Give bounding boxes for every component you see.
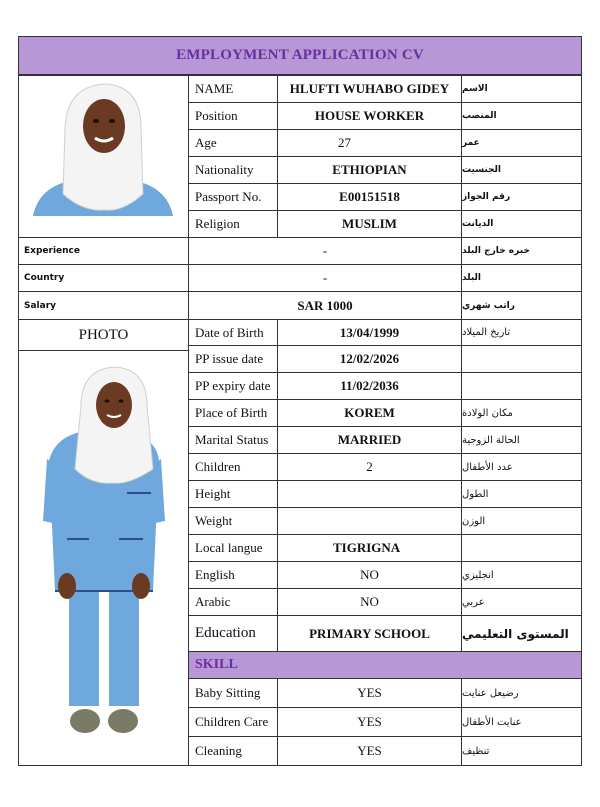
height-value bbox=[277, 480, 462, 508]
age-value: 27 bbox=[277, 129, 462, 157]
skill-baby-sitting-label: Baby Sitting bbox=[188, 678, 278, 708]
skill-cleaning-arabic-label: تنظيف bbox=[461, 736, 582, 766]
skill-baby-sitting-arabic-label: رضيعل عنايت bbox=[461, 678, 582, 708]
english-value: NO bbox=[277, 561, 462, 589]
arabic-language-label: Arabic bbox=[188, 588, 278, 616]
skill-children-care-label: Children Care bbox=[188, 707, 278, 737]
skill-children-care-arabic-label: عنايت الأطفال bbox=[461, 707, 582, 737]
place-of-birth-value: KOREM bbox=[277, 399, 462, 427]
date-of-birth-label: Date of Birth bbox=[188, 319, 278, 346]
nationality-label: Nationality bbox=[188, 156, 278, 184]
height-label: Height bbox=[188, 480, 278, 508]
passport-value: E00151518 bbox=[277, 183, 462, 211]
english-arabic-label: انجليزي bbox=[461, 561, 582, 589]
marital-status-label: Marital Status bbox=[188, 426, 278, 454]
salary-value: SAR 1000 bbox=[188, 291, 462, 320]
pp-expiry-date-label: PP expiry date bbox=[188, 372, 278, 400]
weight-label: Weight bbox=[188, 507, 278, 535]
name-arabic-label: الاسم bbox=[461, 75, 582, 103]
full-body-photo-cell bbox=[18, 350, 189, 766]
marital-status-value: MARRIED bbox=[277, 426, 462, 454]
place-of-birth-label: Place of Birth bbox=[188, 399, 278, 427]
portrait-photo-cell bbox=[18, 75, 189, 238]
religion-arabic-label: الديانت bbox=[461, 210, 582, 238]
pp-issue-date-label: PP issue date bbox=[188, 345, 278, 373]
arabic-language-arabic-label: عربي bbox=[461, 588, 582, 616]
local-language-label: Local langue bbox=[188, 534, 278, 562]
position-arabic-label: المنصب bbox=[461, 102, 582, 130]
nationality-arabic-label: الجنسيت bbox=[461, 156, 582, 184]
pp-issue-date-value: 12/02/2026 bbox=[277, 345, 462, 373]
position-label: Position bbox=[188, 102, 278, 130]
country-value: - bbox=[188, 264, 462, 292]
skill-cleaning-value: YES bbox=[277, 736, 462, 766]
education-label: Education bbox=[188, 615, 278, 652]
page-title: EMPLOYMENT APPLICATION CV bbox=[18, 36, 582, 75]
experience-arabic-label: خبره خارج البلد bbox=[461, 237, 582, 265]
english-label: English bbox=[188, 561, 278, 589]
position-value: HOUSE WORKER bbox=[277, 102, 462, 130]
weight-value bbox=[277, 507, 462, 535]
passport-label: Passport No. bbox=[188, 183, 278, 211]
weight-arabic-label: الوزن bbox=[461, 507, 582, 535]
children-value: 2 bbox=[277, 453, 462, 481]
local-language-arabic-label bbox=[461, 534, 582, 562]
age-arabic-label: عمر bbox=[461, 129, 582, 157]
age-label: Age bbox=[188, 129, 278, 157]
photo-caption: PHOTO bbox=[18, 319, 189, 351]
name-label: NAME bbox=[188, 75, 278, 103]
skill-children-care-value: YES bbox=[277, 707, 462, 737]
date-of-birth-value: 13/04/1999 bbox=[277, 319, 462, 346]
education-arabic-label: المستوى التعليمي bbox=[461, 615, 582, 652]
name-value: HLUFTI WUHABO GIDEY bbox=[277, 75, 462, 103]
portrait-photo bbox=[19, 76, 188, 237]
height-arabic-label: الطول bbox=[461, 480, 582, 508]
skill-section-header: SKILL bbox=[188, 651, 582, 679]
experience-value: - bbox=[188, 237, 462, 265]
skill-cleaning-label: Cleaning bbox=[188, 736, 278, 766]
arabic-language-value: NO bbox=[277, 588, 462, 616]
date-of-birth-arabic-label: تاريخ الميلاد bbox=[461, 319, 582, 346]
place-of-birth-arabic-label: مكان الولادة bbox=[461, 399, 582, 427]
salary-label: Salary bbox=[18, 291, 189, 320]
pp-issue-date-arabic-label bbox=[461, 345, 582, 373]
nationality-value: ETHIOPIAN bbox=[277, 156, 462, 184]
passport-arabic-label: رقم الجواز bbox=[461, 183, 582, 211]
full-body-photo bbox=[19, 351, 188, 765]
country-arabic-label: البلد bbox=[461, 264, 582, 292]
local-language-value: TIGRIGNA bbox=[277, 534, 462, 562]
pp-expiry-date-value: 11/02/2036 bbox=[277, 372, 462, 400]
country-label: Country bbox=[18, 264, 189, 292]
pp-expiry-date-arabic-label bbox=[461, 372, 582, 400]
religion-label: Religion bbox=[188, 210, 278, 238]
religion-value: MUSLIM bbox=[277, 210, 462, 238]
experience-label: Experience bbox=[18, 237, 189, 265]
skill-baby-sitting-value: YES bbox=[277, 678, 462, 708]
marital-status-arabic-label: الحالة الزوجية bbox=[461, 426, 582, 454]
children-label: Children bbox=[188, 453, 278, 481]
education-value: PRIMARY SCHOOL bbox=[277, 615, 462, 652]
children-arabic-label: عدد الأطفال bbox=[461, 453, 582, 481]
salary-arabic-label: راتب شهري bbox=[461, 291, 582, 320]
